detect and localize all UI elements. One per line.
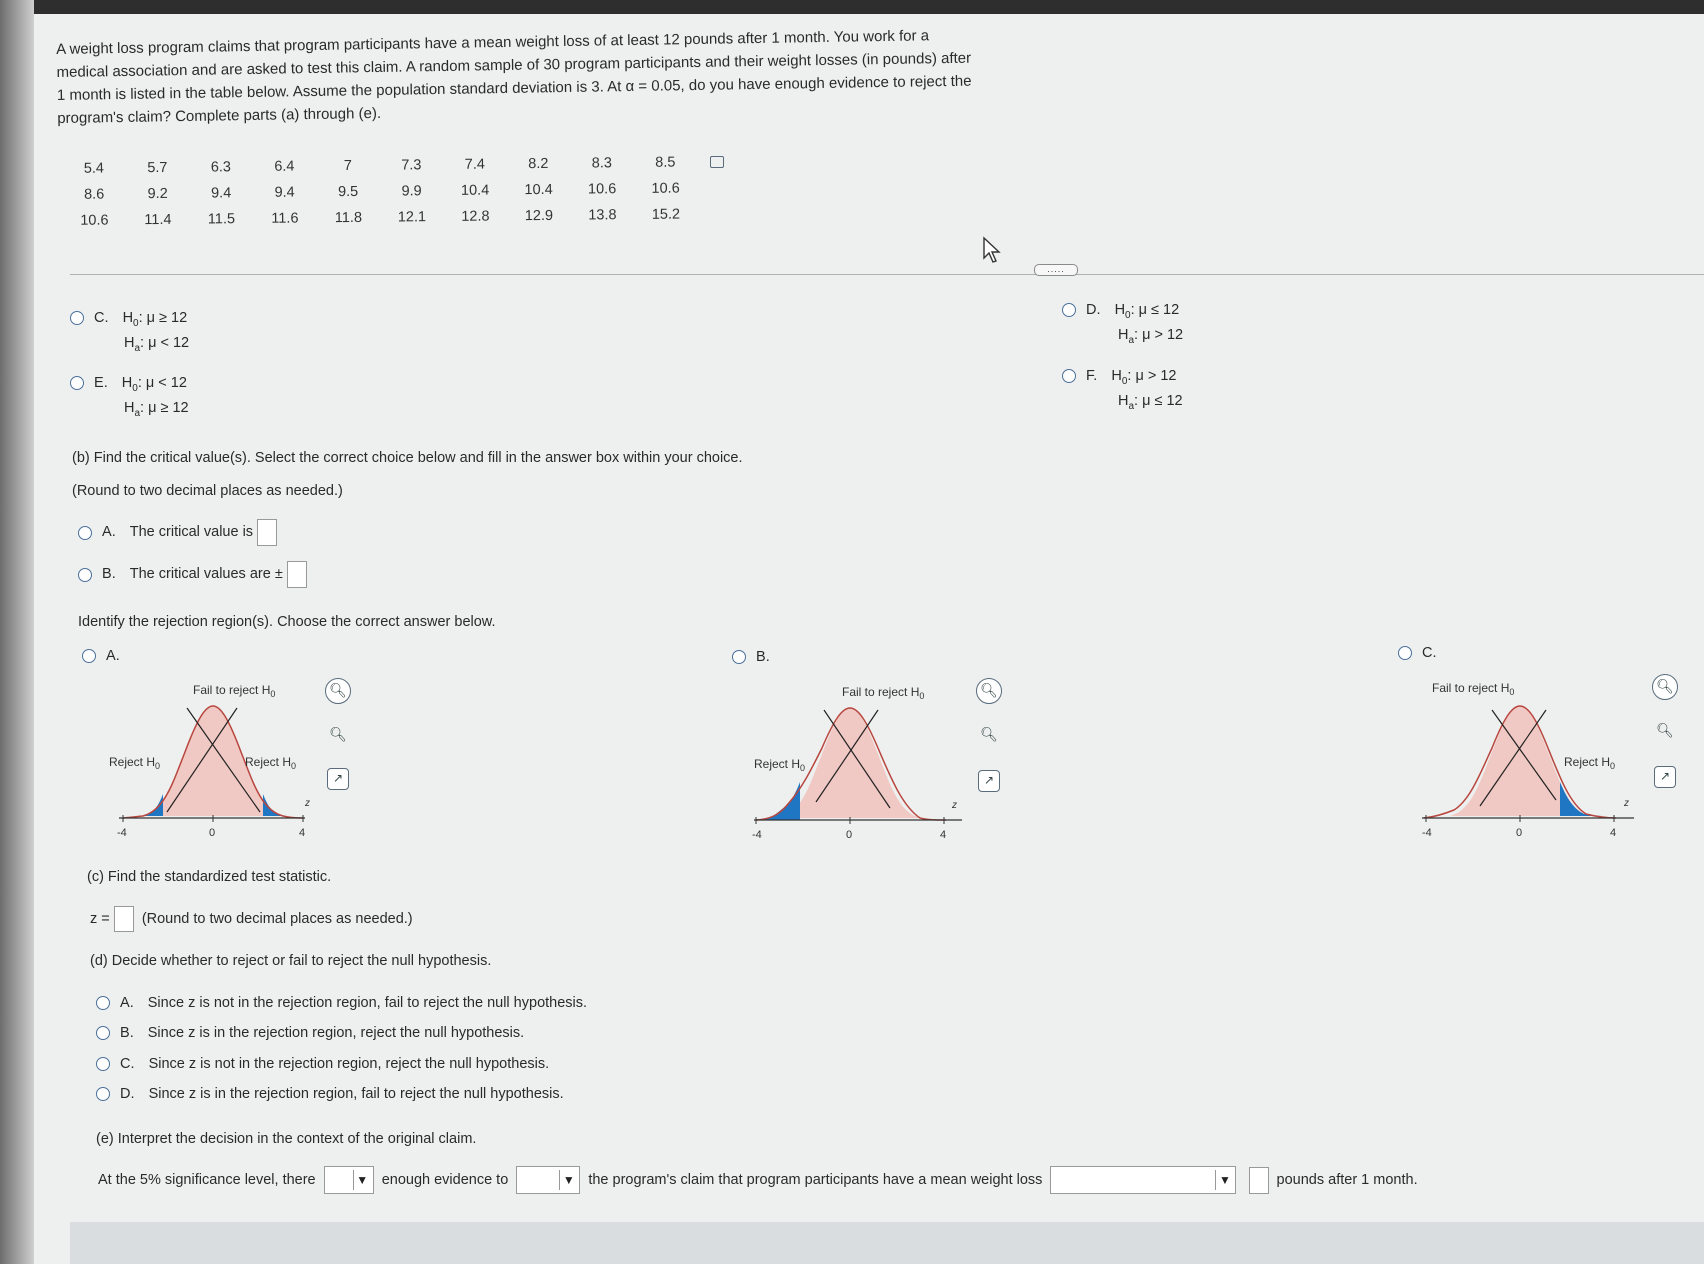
tick-label: 0 xyxy=(209,827,216,839)
pounds-value-input[interactable] xyxy=(1249,1167,1269,1194)
decision-option-b[interactable] xyxy=(96,1025,524,1041)
null-hypothesis: μ < 12 xyxy=(145,375,187,391)
reject-label-left: Reject $H_0$ xyxy=(109,755,161,771)
h-symbol: H xyxy=(124,399,135,416)
fail-to-reject-label: Fail to reject $H_0$ xyxy=(842,685,925,701)
copy-table-icon[interactable] xyxy=(710,156,724,168)
option-letter: D. xyxy=(120,1086,135,1102)
option-letter: B. xyxy=(756,649,770,665)
table-cell: 8.3 xyxy=(591,155,613,172)
reject-label-right: Reject $H_0$ xyxy=(1564,755,1616,771)
table-cell: 11.4 xyxy=(144,211,172,229)
decision-option-a[interactable] xyxy=(96,995,587,1011)
part-c-prompt: (c) Find the standardized test statistic. xyxy=(87,869,332,885)
radio-critical-b[interactable] xyxy=(78,568,92,582)
question-line-2: medical association and are asked to test this claim. A random sample of 30 program participants and their weight losses (in pounds) after xyxy=(56,49,972,81)
null-hypothesis: μ > 12 xyxy=(1135,368,1177,384)
part-c-round-note: (Round to two decimal places as needed.) xyxy=(141,910,413,927)
section-divider xyxy=(70,274,1704,275)
table-cell: 11.5 xyxy=(207,211,236,228)
dropdown-arrow-icon: ▼ xyxy=(1215,1170,1233,1190)
radio-graph-a[interactable] xyxy=(82,649,96,663)
table-cell: 8.6 xyxy=(83,186,105,203)
h-subscript: a xyxy=(1128,334,1135,346)
part-e-prompt: (e) Interpret the decision in the context of the original claim. xyxy=(96,1131,477,1147)
comparison-dropdown[interactable] xyxy=(1050,1166,1236,1194)
interpretation-sentence xyxy=(98,1166,1418,1194)
tick-label: 0 xyxy=(1516,827,1523,839)
dropdown-arrow-icon: ▼ xyxy=(559,1170,577,1190)
h-symbol: H xyxy=(122,310,134,326)
table-cell: 8.2 xyxy=(528,155,549,173)
radio-decision-d[interactable] xyxy=(96,1087,110,1101)
tick-label: 4 xyxy=(1610,827,1617,839)
table-cell: 7.4 xyxy=(464,156,486,173)
z-statistic-input[interactable] xyxy=(114,906,134,932)
h-subscript: 0 xyxy=(133,317,139,329)
h-symbol: H xyxy=(1118,326,1129,343)
graph-b-left-tailed xyxy=(752,672,972,842)
null-hypothesis: μ ≥ 12 xyxy=(146,310,188,326)
option-letter: A. xyxy=(120,995,134,1011)
h-symbol: H xyxy=(1114,302,1126,318)
option-letter: C. xyxy=(94,310,109,326)
question-text xyxy=(56,21,1117,130)
table-cell: 13.8 xyxy=(588,207,617,224)
alt-hypothesis: μ < 12 xyxy=(148,334,190,351)
option-letter: F. xyxy=(1086,368,1098,384)
h-subscript: a xyxy=(134,342,141,354)
weight-loss-data-table xyxy=(62,149,698,234)
open-new-window-icon[interactable]: ↗ xyxy=(327,768,349,790)
reject-support-dropdown[interactable] xyxy=(516,1166,580,1194)
open-new-window-icon[interactable]: ↗ xyxy=(978,770,1000,792)
browser-top-bar xyxy=(0,0,1704,14)
option-text: Since z is in the rejection region, fail to reject the null hypothesis. xyxy=(148,1086,564,1102)
reject-label-right: Reject $H_0$ xyxy=(245,755,297,771)
rejection-prompt: Identify the rejection region(s). Choose the correct answer below. xyxy=(78,614,496,630)
table-cell: 10.6 xyxy=(80,212,109,229)
table-cell: 10.4 xyxy=(460,182,490,199)
table-cell: 9.5 xyxy=(337,183,359,201)
hypothesis-option-d[interactable]: D. $H_0$: μ ≤ 12 $H_a$: μ > 12 xyxy=(1062,302,1183,346)
table-cell: 9.9 xyxy=(401,183,422,200)
fail-to-reject-label: Fail to reject $H_0$ xyxy=(193,683,276,699)
dropdown-arrow-icon: ▼ xyxy=(353,1170,371,1190)
table-cell: 5.4 xyxy=(83,160,105,177)
h-symbol: H xyxy=(1111,368,1122,384)
table-cell: 12.9 xyxy=(524,207,554,225)
sentence-part: At the 5% significance level, there xyxy=(98,1171,316,1188)
table-cell: 6.4 xyxy=(274,158,295,175)
decision-option-d[interactable] xyxy=(96,1086,564,1102)
tick-label: -4 xyxy=(1422,827,1432,839)
part-b-round-note: (Round to two decimal places as needed.) xyxy=(72,483,343,499)
radio-e[interactable] xyxy=(70,376,84,390)
table-cell: 8.5 xyxy=(655,154,676,171)
option-text: Since z is not in the rejection region, reject the null hypothesis. xyxy=(148,1056,550,1072)
h-symbol: H xyxy=(1118,392,1129,409)
tick-label: 4 xyxy=(299,827,306,839)
h-subscript: a xyxy=(1128,400,1135,412)
alt-hypothesis: μ ≥ 12 xyxy=(148,399,189,416)
h-symbol: H xyxy=(121,375,133,391)
reject-region-right xyxy=(1560,782,1610,816)
sentence-part: enough evidence to xyxy=(381,1171,509,1188)
table-cell: 10.6 xyxy=(587,181,617,198)
sentence-part: the program's claim that program participants have a mean weight loss xyxy=(588,1171,1043,1188)
table-cell: 9.2 xyxy=(147,185,168,203)
show-more-button[interactable]: ..... xyxy=(1034,264,1078,276)
fail-to-reject-label: Fail to reject $H_0$ xyxy=(1432,681,1515,697)
option-letter: A. xyxy=(106,648,120,664)
critical-option-b[interactable] xyxy=(78,561,307,588)
reject-label-left: Reject $H_0$ xyxy=(754,757,806,773)
option-letter: D. xyxy=(1086,302,1101,318)
option-text: Since z is in the rejection region, reject the null hypothesis. xyxy=(147,1025,525,1041)
option-letter: A. xyxy=(102,524,116,541)
decision-option-c[interactable] xyxy=(96,1056,549,1072)
h-subscript: 0 xyxy=(1125,309,1131,321)
alt-hypothesis: μ ≤ 12 xyxy=(1142,392,1183,409)
h-subscript: 0 xyxy=(132,382,138,394)
axis-label: z xyxy=(1624,798,1629,809)
tick-label: -4 xyxy=(752,829,762,841)
radio-f[interactable] xyxy=(1062,369,1076,383)
axis-label: z xyxy=(952,800,957,811)
zoom-out-icon[interactable]: 🔍︎ xyxy=(980,726,998,742)
option-text: Since z is not in the rejection region, fail to reject the null hypothesis. xyxy=(147,995,588,1011)
table-cell: 11.8 xyxy=(334,209,363,227)
hypothesis-option-c[interactable]: C. $H_0$: μ ≥ 12 $H_a$: μ < 12 xyxy=(70,310,189,354)
part-d-prompt: (d) Decide whether to reject or fail to reject the null hypothesis. xyxy=(90,953,492,969)
open-new-window-icon[interactable]: ↗ xyxy=(1654,766,1676,788)
zoom-in-icon[interactable]: 🔍︎ xyxy=(1652,674,1678,700)
table-cell: 9.4 xyxy=(210,185,232,202)
option-text: The critical value is xyxy=(129,524,254,541)
radio-critical-a[interactable] xyxy=(78,526,92,540)
radio-decision-b[interactable] xyxy=(96,1026,110,1040)
h-subscript: a xyxy=(134,407,141,419)
table-cell: 10.6 xyxy=(651,180,680,197)
zoom-in-icon[interactable]: 🔍︎ xyxy=(976,678,1002,704)
hypothesis-option-e[interactable]: E. $H_0$: μ < 12 $H_a$: μ ≥ 12 xyxy=(70,375,189,419)
option-text: The critical values are ± xyxy=(129,566,283,583)
table-cell: 11.6 xyxy=(271,210,299,227)
table-cell: 10.4 xyxy=(524,181,553,199)
option-letter: C. xyxy=(1422,645,1437,661)
tick-label: -4 xyxy=(117,827,127,839)
graph-option-a[interactable] xyxy=(82,648,120,664)
mouse-cursor-icon xyxy=(982,236,1006,266)
radio-decision-a[interactable] xyxy=(96,996,110,1010)
radio-graph-c[interactable] xyxy=(1398,646,1412,660)
hypothesis-option-f[interactable]: F. $H_0$: μ > 12 $H_a$: μ ≤ 12 xyxy=(1062,368,1183,412)
table-cell: 9.4 xyxy=(274,184,295,201)
zoom-in-icon[interactable]: 🔍︎ xyxy=(325,678,351,704)
null-hypothesis: μ ≤ 12 xyxy=(1138,302,1180,318)
zoom-out-icon[interactable]: 🔍︎ xyxy=(1656,722,1674,738)
graph-c-right-tailed xyxy=(1420,670,1650,840)
graph-option-c[interactable] xyxy=(1398,645,1437,661)
table-cell: 7.3 xyxy=(401,157,422,174)
z-statistic-row xyxy=(90,906,413,932)
axis-label: z xyxy=(305,798,310,809)
zoom-out-icon[interactable]: 🔍︎ xyxy=(329,726,347,742)
sentence-part: pounds after 1 month. xyxy=(1276,1171,1418,1188)
table-cell: 7 xyxy=(343,157,352,175)
z-label: z = xyxy=(90,910,110,927)
table-cell: 6.3 xyxy=(210,159,232,176)
window-left-edge xyxy=(0,0,34,1264)
table-cell: 15.2 xyxy=(651,206,681,223)
h-symbol: H xyxy=(124,334,135,351)
critical-value-input[interactable] xyxy=(257,519,277,546)
part-b-prompt: (b) Find the critical value(s). Select the correct choice below and fill in the answer box within your choice. xyxy=(72,450,743,466)
tick-label: 4 xyxy=(940,829,947,841)
option-letter: B. xyxy=(102,566,116,583)
data-table-wrapper xyxy=(62,149,698,234)
radio-graph-b[interactable] xyxy=(732,650,746,664)
question-line-3: 1 month is listed in the table below. Assume the population standard deviation is 3. At α = 0.05, do you have enough evidence to reject the xyxy=(56,72,972,104)
h-subscript: 0 xyxy=(1121,375,1128,387)
critical-values-input[interactable] xyxy=(287,561,307,588)
graph-a-two-tailed xyxy=(105,672,325,842)
radio-d[interactable] xyxy=(1062,303,1076,317)
option-letter: C. xyxy=(120,1056,135,1072)
radio-decision-c[interactable] xyxy=(96,1057,110,1071)
table-cell: 5.7 xyxy=(147,159,168,177)
radio-c[interactable] xyxy=(70,311,84,325)
graph-option-b[interactable] xyxy=(732,649,770,665)
question-line-1: A weight loss program claims that program participants have a mean weight loss of at least 12 pounds after 1 month. You work for a xyxy=(56,27,930,58)
table-cell: 12.1 xyxy=(397,209,427,226)
option-letter: E. xyxy=(94,375,108,391)
tick-label: 0 xyxy=(846,829,853,841)
footer-band xyxy=(70,1222,1704,1264)
option-letter: B. xyxy=(120,1025,134,1041)
alt-hypothesis: μ > 12 xyxy=(1142,326,1184,343)
table-cell: 12.8 xyxy=(461,208,490,225)
is-is-not-dropdown[interactable] xyxy=(324,1166,374,1194)
question-line-4: program's claim? Complete parts (a) through (e). xyxy=(57,104,382,127)
critical-option-a[interactable] xyxy=(78,519,277,546)
